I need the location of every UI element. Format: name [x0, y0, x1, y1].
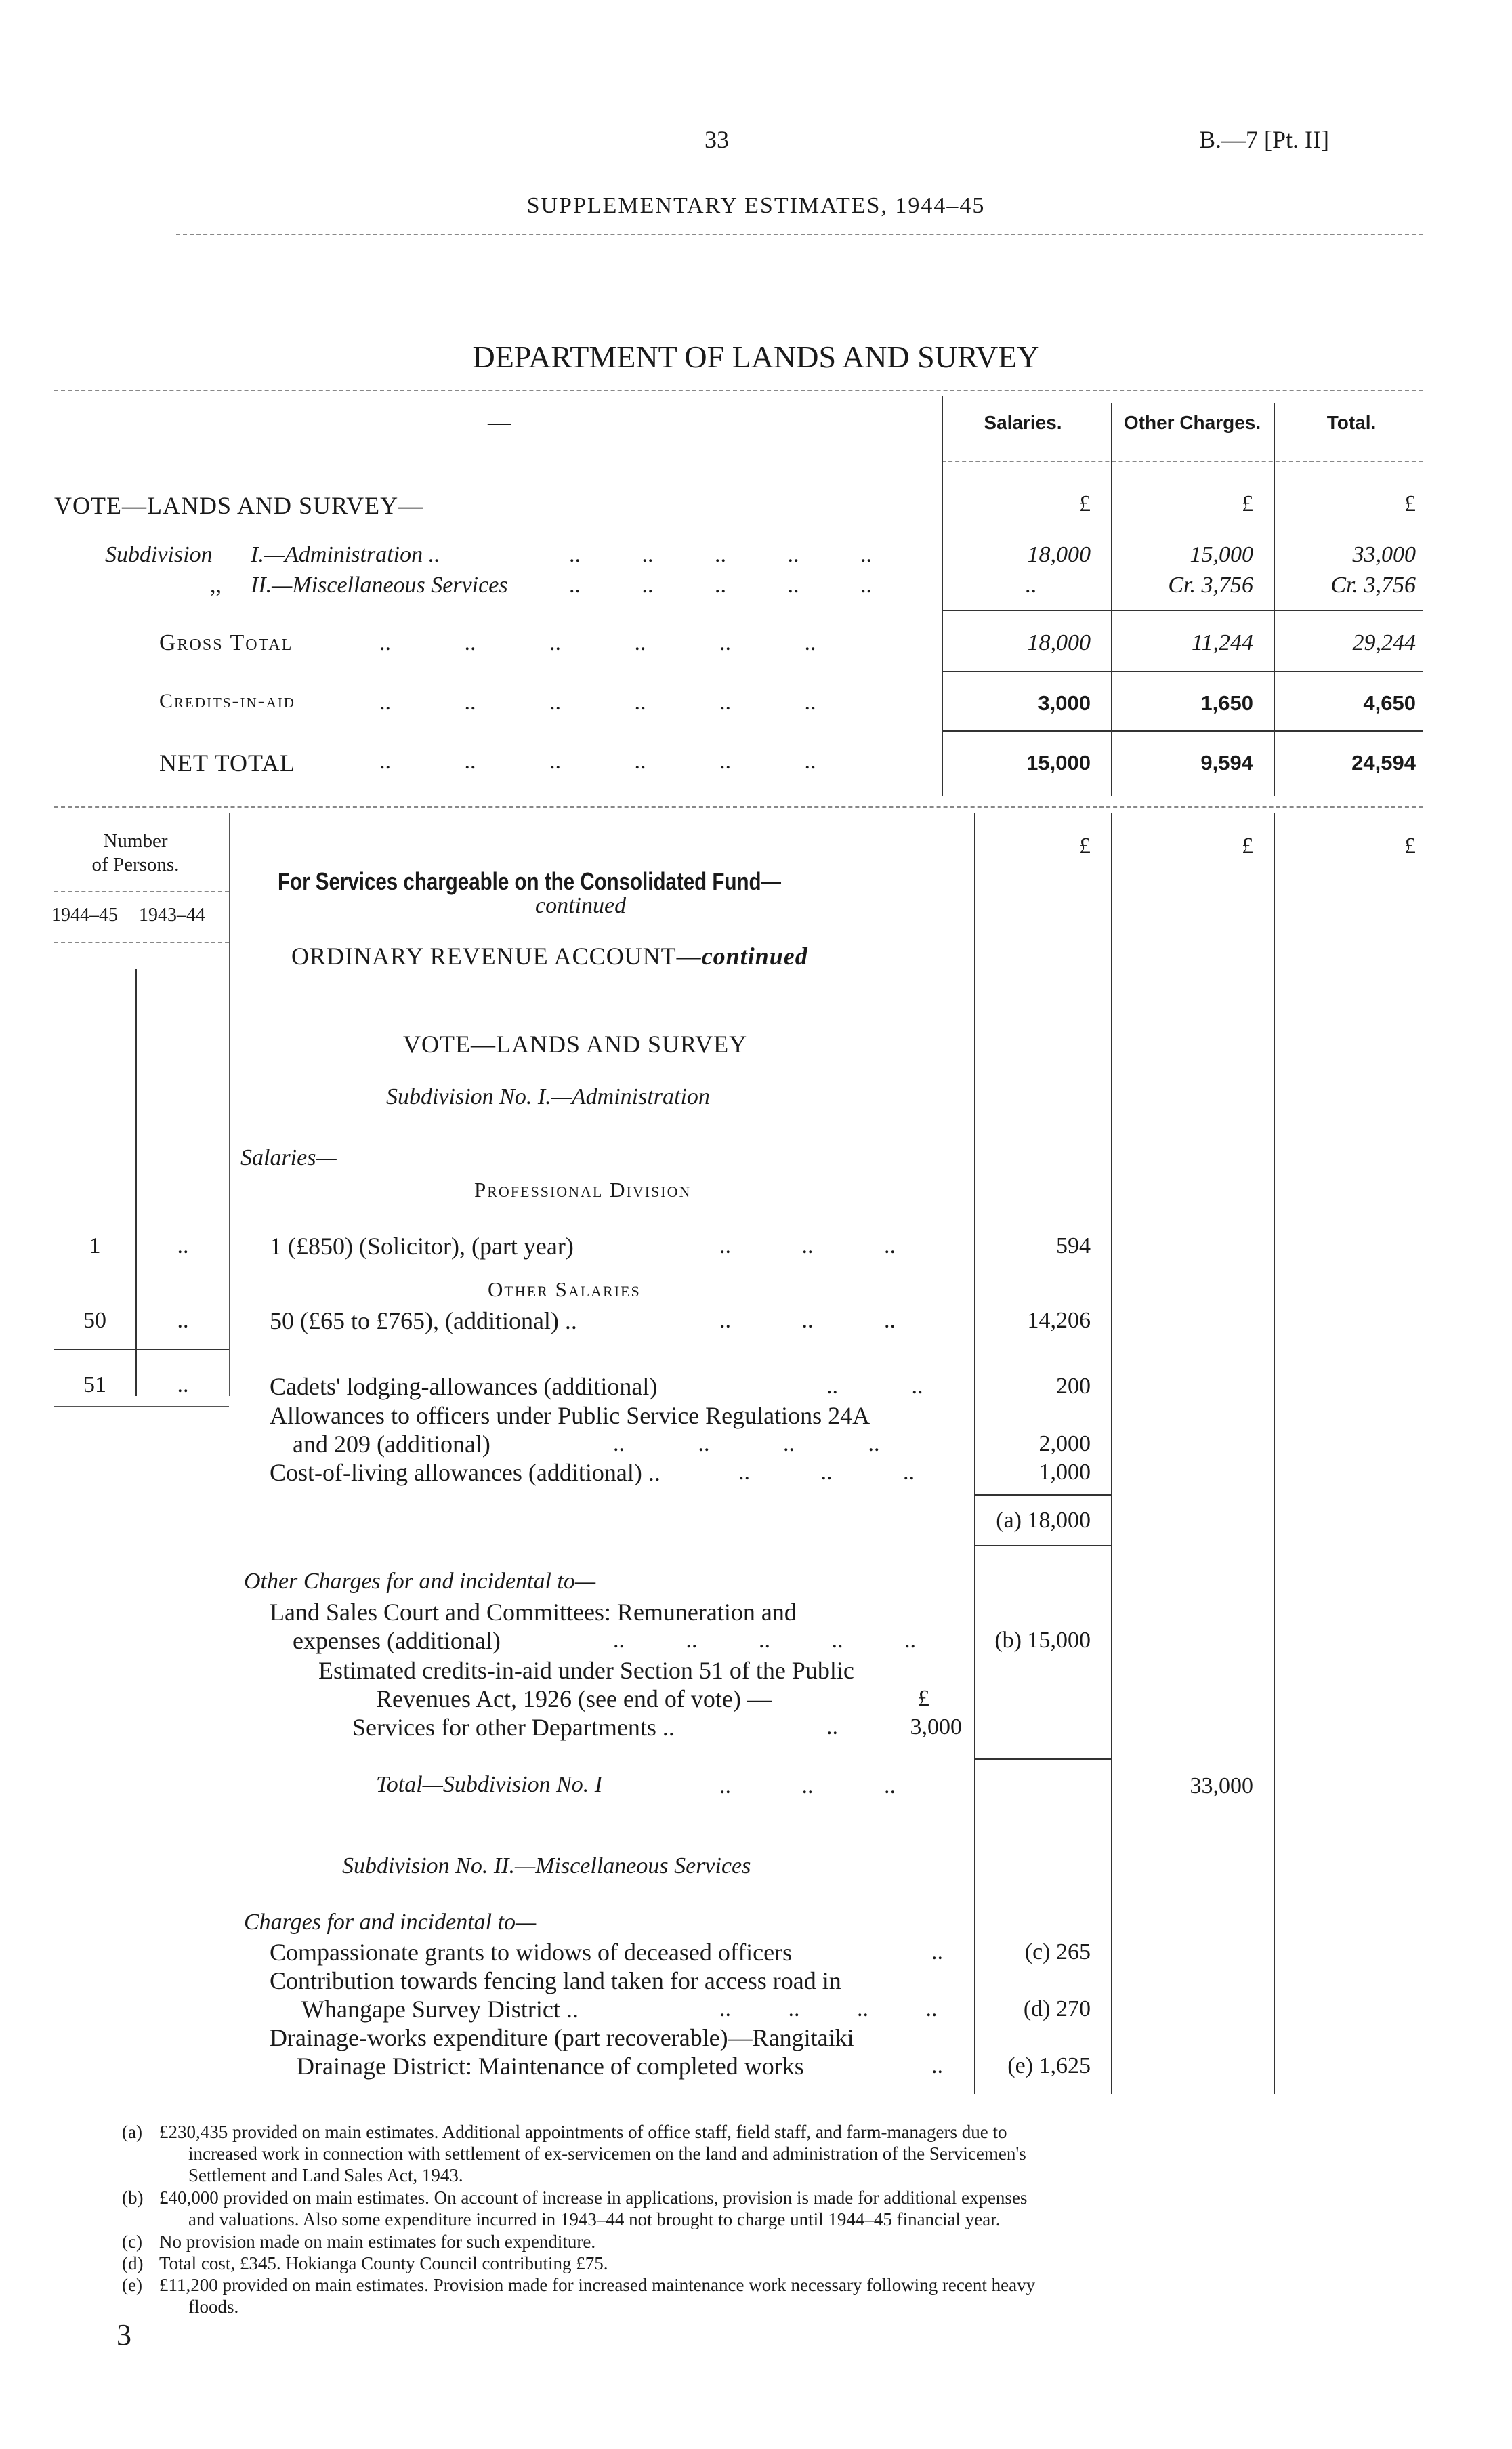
land-sales-description-1: Land Sales Court and Committees: Remuneration and	[270, 1599, 797, 1626]
summary-vote-label: VOTE—LANDS AND SURVEY—	[54, 492, 424, 519]
persons-right-divider	[229, 813, 230, 1396]
persons-header-1: Number	[103, 830, 168, 852]
summary-net-total: 24,594	[1351, 751, 1416, 775]
detail-pound-2: £	[1242, 834, 1253, 859]
cadets-amount: 200	[1056, 1374, 1091, 1399]
summary-sub1-total: 33,000	[1352, 542, 1416, 567]
ordinary-revenue-label: ORDINARY REVENUE ACCOUNT—	[291, 943, 702, 970]
salaries-total-rule	[974, 1494, 1111, 1496]
persons-total-rule	[54, 1406, 229, 1407]
row3-persons-current: 51	[83, 1372, 106, 1397]
ordinary-revenue-continued: continued	[701, 943, 808, 970]
services-heading: For Services chargeable on the Consolidated Fund—	[278, 867, 782, 895]
professional-division-heading: Professional Division	[474, 1178, 692, 1201]
footnote-b-line-1: £40,000 provided on main estimates. On account of increase in applications, provision is made for additional expenses	[159, 2187, 1028, 2208]
row2-persons-current: 50	[83, 1308, 106, 1333]
detail-pound-3: £	[1404, 834, 1416, 859]
allowances-description-2: and 209 (additional)	[293, 1431, 490, 1458]
detail-col-divider-2	[1111, 813, 1112, 2094]
row2-persons-previous: ..	[177, 1308, 189, 1333]
summary-sub1-dots: .. .. .. .. ..	[569, 542, 872, 567]
drainage-description-2: Drainage District: Maintenance of completed works	[297, 2053, 804, 2080]
footnote-a-line-3: Settlement and Land Sales Act, 1943.	[188, 2165, 463, 2185]
cost-of-living-description: Cost-of-living allowances (additional) ..	[270, 1459, 660, 1486]
drainage-amount: (e) 1,625	[1007, 2053, 1091, 2078]
year-1944-45: 1944–45	[51, 905, 118, 926]
summary-sub1-prefix: Subdivision	[105, 542, 213, 567]
detail-col-divider-1	[974, 813, 975, 2094]
summary-net-label: NET TOTAL	[159, 749, 296, 777]
footnote-c-line-1: No provision made on main estimates for such expenditure.	[159, 2231, 596, 2252]
summary-bottom-rule	[54, 806, 1423, 808]
drainage-description-1: Drainage-works expenditure (part recoverable)—Rangitaiki	[270, 2024, 854, 2051]
summary-col-divider-1	[942, 396, 943, 796]
summary-col-total: Total.	[1326, 412, 1377, 433]
subdivision-2-heading: Subdivision No. II.—Miscellaneous Services	[342, 1853, 751, 1878]
summary-col-blank: —	[488, 410, 511, 435]
persons-subtotal-rule	[54, 1349, 229, 1350]
detail-col-divider-3	[1274, 813, 1275, 2094]
summary-sub2-other: Cr. 3,756	[1168, 573, 1253, 598]
summary-gross-label: Gross Total	[159, 630, 293, 655]
summary-net-salaries: 15,000	[1026, 751, 1091, 775]
row1-amount: 594	[1056, 1233, 1091, 1258]
row3-persons-previous: ..	[177, 1372, 189, 1397]
contribution-amount: (d) 270	[1023, 1996, 1091, 2021]
credits-in-aid-description-2: Revenues Act, 1926 (see end of vote) —	[376, 1685, 772, 1712]
footnote-a-line-1: £230,435 provided on main estimates. Additional appointments of office staff, field staff, and farm-managers due to	[159, 2122, 1007, 2142]
summary-sub2-prefix: ,,	[210, 573, 222, 598]
summary-credits-salaries: 3,000	[1038, 691, 1091, 715]
salaries-label: Salaries—	[240, 1145, 337, 1170]
ordinary-revenue-heading	[291, 942, 808, 970]
services-continued: continued	[535, 893, 627, 918]
footnote-a-mark: (a)	[122, 2122, 142, 2142]
summary-net-other: 9,594	[1200, 751, 1253, 775]
footnote-d-mark: (d)	[122, 2253, 144, 2273]
summary-sub2-total: Cr. 3,756	[1330, 573, 1416, 598]
contribution-description-1: Contribution towards fencing land taken for access road in	[270, 1967, 841, 1994]
persons-divider	[135, 969, 137, 1396]
summary-credits-label: Credits-in-aid	[159, 690, 295, 712]
persons-year-rule	[54, 942, 229, 943]
drainage-dots: ..	[931, 2053, 943, 2078]
year-1943-44: 1943–44	[139, 905, 205, 926]
subdivision-1-heading: Subdivision No. I.—Administration	[386, 1084, 710, 1109]
summary-col-divider-3	[1274, 403, 1275, 796]
summary-credits-total: 4,650	[1363, 691, 1416, 715]
summary-sub1-label: I.—Administration ..	[251, 542, 440, 567]
summary-pound-salaries: £	[1079, 491, 1091, 516]
subdivision-1-total-dots: .. .. ..	[719, 1773, 896, 1798]
contribution-description-2: Whangape Survey District ..	[301, 1996, 579, 2023]
summary-sub1-salaries: 18,000	[1027, 542, 1091, 567]
summary-sub2-dots: .. .. .. .. ..	[569, 573, 872, 598]
summary-credits-dots: .. .. .. .. .. ..	[379, 690, 816, 715]
summary-sub2-label: II.—Miscellaneous Services	[251, 573, 508, 598]
summary-gross-total: 29,244	[1352, 630, 1416, 655]
row2-description: 50 (£65 to £765), (additional) ..	[270, 1307, 577, 1334]
row2-dots: .. .. ..	[719, 1308, 896, 1333]
page-title: SUPPLEMENTARY ESTIMATES, 1944–45	[526, 193, 986, 218]
services-other-departments-dots: ..	[826, 1714, 838, 1740]
compassionate-description: Compassionate grants to widows of deceased officers	[270, 1939, 793, 1966]
summary-sub1-other: 15,000	[1190, 542, 1253, 567]
header-rule	[176, 234, 1423, 235]
summary-sub2-salaries: ..	[1025, 573, 1036, 598]
summary-col-other: Other Charges.	[1123, 412, 1261, 433]
summary-pound-total: £	[1404, 491, 1416, 516]
contribution-dots: .. .. .. ..	[719, 1996, 938, 2021]
row1-description: 1 (£850) (Solicitor), (part year)	[270, 1233, 574, 1260]
page-number: 33	[705, 126, 729, 153]
summary-gross-dots: .. .. .. .. .. ..	[379, 630, 816, 655]
land-sales-dots: .. .. .. .. ..	[613, 1628, 916, 1653]
bottom-signature-mark: 3	[117, 2318, 131, 2351]
summary-gross-other: 11,244	[1192, 630, 1253, 655]
summary-col-divider-2	[1111, 403, 1112, 796]
compassionate-dots: ..	[931, 1939, 943, 1964]
footnote-d-line-1: Total cost, £345. Hokianga County Council contributing £75.	[159, 2253, 608, 2273]
cost-of-living-dots: .. .. ..	[738, 1460, 915, 1485]
services-other-departments-amount: 3,000	[910, 1714, 962, 1740]
compassionate-amount: (c) 265	[1024, 1939, 1091, 1964]
charges-label: Charges for and incidental to—	[244, 1910, 537, 1935]
detail-pound-1: £	[1079, 834, 1091, 859]
allowances-dots: .. .. .. ..	[613, 1431, 880, 1456]
summary-credits-other: 1,650	[1200, 691, 1253, 715]
allowances-amount: 2,000	[1038, 1431, 1091, 1456]
other-salaries-heading: Other Salaries	[488, 1277, 641, 1301]
cost-of-living-amount: 1,000	[1038, 1460, 1091, 1485]
vote-heading: VOTE—LANDS AND SURVEY	[403, 1031, 748, 1058]
footnote-e-mark: (e)	[122, 2275, 142, 2295]
summary-gross-salaries: 18,000	[1027, 630, 1091, 655]
row1-dots: .. .. ..	[719, 1233, 896, 1258]
credits-in-aid-description-1: Estimated credits-in-aid under Section 51 of the Public	[318, 1657, 854, 1684]
footnote-c-mark: (c)	[122, 2231, 142, 2252]
summary-pound-other: £	[1242, 491, 1253, 516]
summary-subtotal-rule	[942, 610, 1423, 611]
services-other-departments: Services for other Departments ..	[352, 1714, 675, 1741]
summary-col-salaries: Salaries.	[984, 412, 1062, 433]
subdivision-1-total-label: Total—Subdivision No. I	[376, 1772, 603, 1797]
footnote-b-line-2: and valuations. Also some expenditure incurred in 1943–44 not brought to charge until 1944–45 financial year.	[188, 2209, 1001, 2229]
persons-header-2: of Persons.	[91, 854, 180, 876]
cadets-dots: .. ..	[826, 1374, 923, 1399]
document-code: B.—7 [Pt. II]	[1199, 126, 1329, 153]
allowances-description-1: Allowances to officers under Public Service Regulations 24A	[270, 1402, 870, 1429]
footnote-b-mark: (b)	[122, 2187, 144, 2208]
row1-persons-previous: ..	[177, 1233, 189, 1258]
summary-header-rule	[942, 461, 1423, 462]
footnote-e-line-2: floods.	[188, 2297, 239, 2317]
cadets-description: Cadets' lodging-allowances (additional)	[270, 1373, 658, 1400]
salaries-total-amount: (a) 18,000	[996, 1508, 1091, 1533]
footnote-a-line-2: increased work in connection with settlement of ex-servicemen on the land and administration of the Servicemen's	[188, 2143, 1026, 2164]
summary-net-rule	[942, 730, 1423, 732]
row2-amount: 14,206	[1027, 1308, 1091, 1333]
row1-persons-current: 1	[89, 1233, 101, 1258]
land-sales-description-2: expenses (additional)	[293, 1627, 501, 1654]
land-sales-amount: (b) 15,000	[994, 1628, 1091, 1653]
summary-net-dots: .. .. .. .. .. ..	[379, 749, 816, 774]
summary-credits-rule	[942, 671, 1423, 672]
other-charges-label: Other Charges for and incidental to—	[244, 1569, 596, 1594]
salaries-total-bottom-rule	[974, 1545, 1111, 1546]
credits-in-aid-pound: £	[918, 1686, 929, 1711]
persons-header-rule	[54, 891, 229, 892]
department-title: DEPARTMENT OF LANDS AND SURVEY	[472, 339, 1040, 374]
subdivision-1-total-rule	[974, 1758, 1111, 1760]
footnote-e-line-1: £11,200 provided on main estimates. Provision made for increased maintenance work necessary following recent heavy	[159, 2275, 1036, 2295]
summary-top-rule	[54, 390, 1423, 391]
subdivision-1-total-amount: 33,000	[1190, 1773, 1253, 1798]
